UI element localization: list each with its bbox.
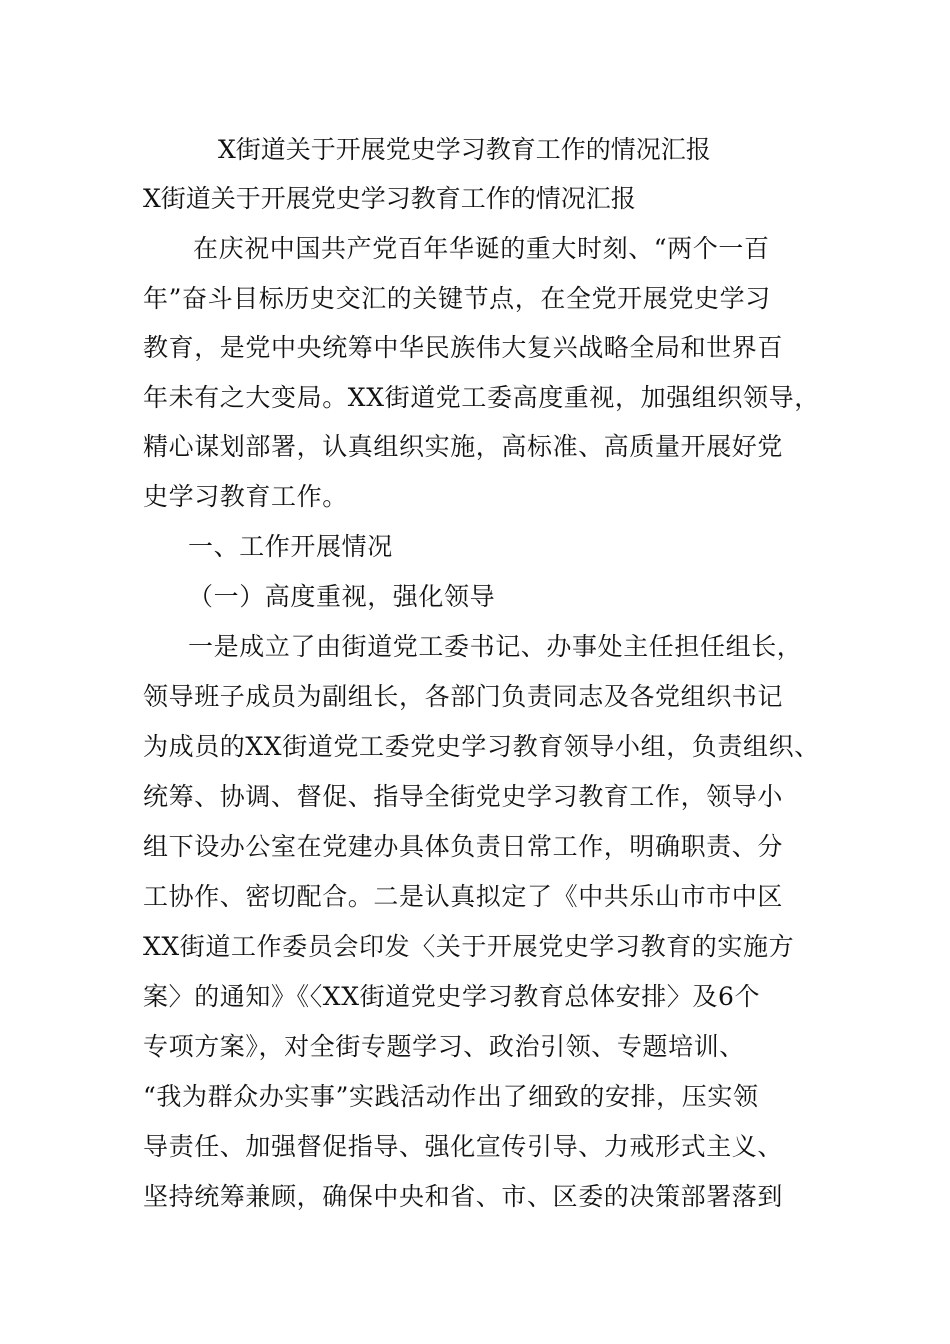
paragraph-line: “我为群众办实事”实践活动作出了细致的安排，压实领 [143,1082,759,1111]
paragraph-line: 导责任、加强督促指导、强化宣传引导、力戒形式主义、 [143,1132,784,1161]
paragraph-line: 领导班子成员为副组长，各部门负责同志及各党组织书记 [143,682,784,711]
paragraph-line: 统筹、协调、督促、指导全街党史学习教育工作，领导小 [143,782,784,811]
paragraph-line: 在庆祝中国共产党百年华诞的重大时刻、“两个一百 [193,234,770,263]
paragraph-line: 一是成立了由街道党工委书记、办事处主任担任组长， [188,632,803,661]
paragraph-line: 专项方案》，对全街专题学习、政治引领、专题培训、 [143,1032,745,1061]
document-subtitle: X街道关于开展党史学习教育工作的情况汇报 [143,184,636,213]
paragraph-line: XX街道工作委员会印发〈关于开展党史学习教育的实施方 [143,932,795,961]
paragraph-line: 组下设办公室在党建办具体负责日常工作，明确职责、分 [143,832,784,861]
document-title: X街道关于开展党史学习教育工作的情况汇报 [218,135,711,164]
paragraph-line: 年未有之大变局。XX街道党工委高度重视，加强组织领导， [143,383,820,412]
paragraph-line: 精心谋划部署，认真组织实施，高标准、高质量开展好党 [143,432,784,461]
paragraph-line: 为成员的XX街道党工委党史学习教育领导小组，负责组织、 [143,732,820,761]
paragraph-line: 工协作、密切配合。二是认真拟定了《中共乐山市市中区 [143,882,784,911]
paragraph-line: 史学习教育工作。 [143,482,348,511]
paragraph-line: 年”奋斗目标历史交汇的关键节点，在全党开展党史学习 [143,284,771,313]
paragraph-line: 教育，是党中央统筹中华民族伟大复兴战略全局和世界百 [143,333,784,362]
paragraph-line: 案〉的通知》《〈XX街道党史学习教育总体安排〉及6个 [143,982,761,1011]
subsection-heading: （一）高度重视，强化领导 [188,582,496,611]
paragraph-line: 坚持统筹兼顾，确保中央和省、市、区委的决策部署落到 [143,1182,784,1211]
section-heading: 一、工作开展情况 [188,532,393,561]
